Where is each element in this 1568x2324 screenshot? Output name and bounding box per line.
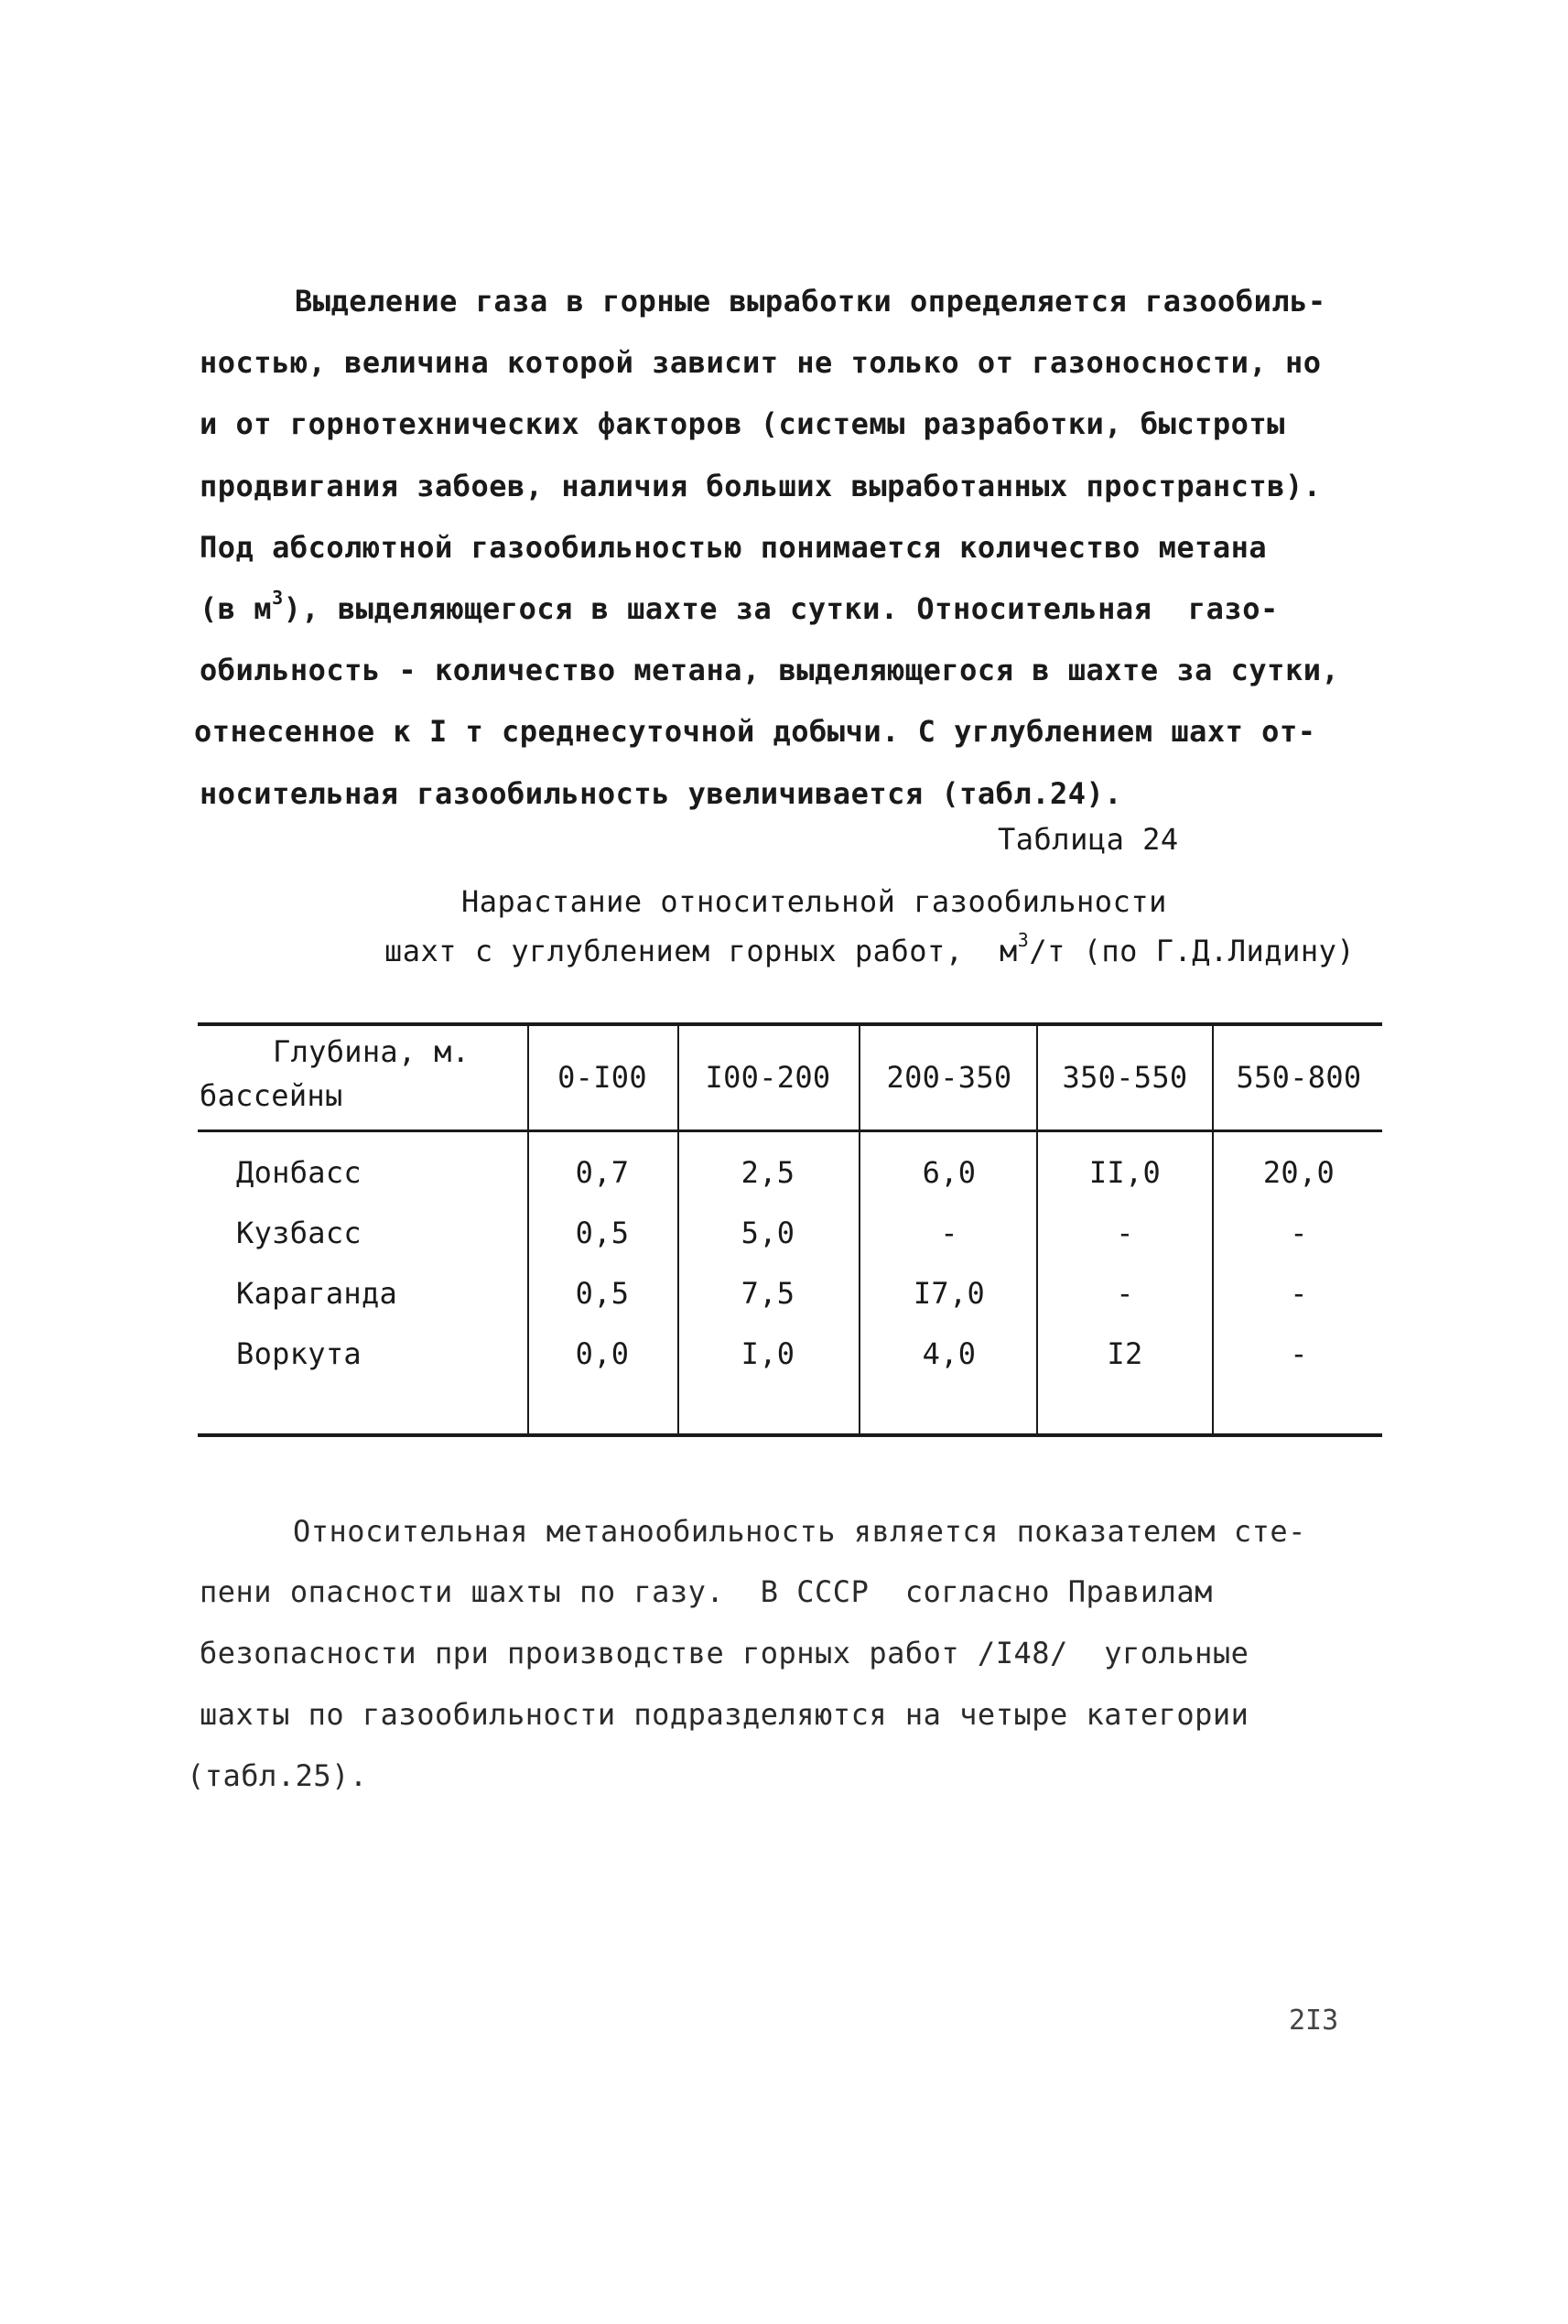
text-line: ностью, величина которой зависит не только от газоносности, но: [200, 345, 1322, 380]
table-row-name: Караганда: [236, 1276, 398, 1311]
text-line: Относительная метанообильность является показателем сте-: [293, 1514, 1306, 1549]
table-cell: II,0: [1088, 1155, 1162, 1190]
text-fragment: /т (по Г.Д.Лидину): [1029, 934, 1356, 968]
table-column-header: 200-350: [886, 1060, 1012, 1095]
text-line: Выделение газа в горные выработки определяется газообиль-: [295, 284, 1326, 319]
table-cell: 0,0: [575, 1336, 630, 1371]
table-cell: -: [1116, 1216, 1134, 1250]
table-bottom-rule: [198, 1433, 1382, 1437]
text-line: продвигания забоев, наличия больших выработанных пространств).: [200, 469, 1322, 503]
table-row-name: Воркута: [236, 1336, 362, 1371]
table-row-name: Кузбасс: [236, 1216, 362, 1250]
table-cell: -: [1290, 1336, 1308, 1371]
table-cell: -: [1290, 1276, 1308, 1311]
table-title-line1: Нарастание относительной газообильности: [461, 884, 1167, 919]
table-header-basins: бассейны: [200, 1078, 343, 1113]
text-fragment: (в м: [200, 591, 273, 626]
text-fragment: ), выделяющегося в шахте за сутки. Относительная газо-: [283, 591, 1279, 626]
table-row-name: Донбасс: [236, 1155, 362, 1190]
column-divider: [859, 1026, 860, 1433]
table-cell: -: [1116, 1276, 1134, 1311]
table-cell: 0,7: [575, 1155, 630, 1190]
table-header-depth: Глубина, м.: [273, 1034, 470, 1069]
text-line: Под абсолютной газообильностью понимается количество метана: [200, 530, 1268, 565]
table-cell: I,0: [741, 1336, 795, 1371]
table-cell: 2,5: [741, 1155, 795, 1190]
text-line: безопасности при производстве горных работ /I48/ угольные: [200, 1636, 1249, 1670]
table-cell: 6,0: [922, 1155, 977, 1190]
text-line: пени опасности шахты по газу. В СССР согласно Правилам: [200, 1574, 1213, 1609]
text-line: [200, 578, 1279, 641]
table-column-header: 0-I00: [557, 1060, 647, 1095]
table-column-header: I00-200: [705, 1060, 831, 1095]
text-line: отнесенное к I т среднесуточной добычи. С углублением шахт от-: [194, 714, 1316, 749]
superscript: 3: [1017, 929, 1030, 952]
text-line: шахты по газообильности подразделяются на четыре категории: [200, 1697, 1249, 1732]
table-column-header: 550-800: [1236, 1060, 1362, 1095]
table-title-line2: [384, 929, 1356, 968]
text-line: обильность - количество метана, выделяющегося в шахте за сутки,: [200, 653, 1340, 687]
column-divider: [1212, 1026, 1214, 1433]
superscript: 3: [272, 587, 284, 610]
table-cell: 7,5: [741, 1276, 795, 1311]
table-cell: 20,0: [1262, 1155, 1336, 1190]
table-column-header: 350-550: [1062, 1060, 1188, 1095]
text-line: носительная газообильность увеличивается (табл.24).: [200, 776, 1123, 811]
table-cell: 0,5: [575, 1216, 630, 1250]
table-cell: -: [940, 1216, 958, 1250]
table-cell: I2: [1107, 1336, 1143, 1371]
table-cell: 0,5: [575, 1276, 630, 1311]
table-cell: -: [1290, 1216, 1308, 1250]
text-fragment: шахт с углублением горных работ, м: [384, 934, 1018, 968]
table-cell: I7,0: [913, 1276, 986, 1311]
table-label: Таблица 24: [998, 822, 1179, 857]
table-header-rule: [198, 1130, 1382, 1132]
text-line: и от горнотехнических факторов (системы разработки, быстроты: [200, 406, 1285, 441]
text-line: (табл.25).: [187, 1758, 368, 1793]
page-number: 2I3: [1289, 2005, 1339, 2037]
table-cell: 5,0: [741, 1216, 795, 1250]
table-top-rule: [198, 1022, 1382, 1026]
column-divider: [1036, 1026, 1038, 1433]
table-cell: 4,0: [922, 1336, 977, 1371]
